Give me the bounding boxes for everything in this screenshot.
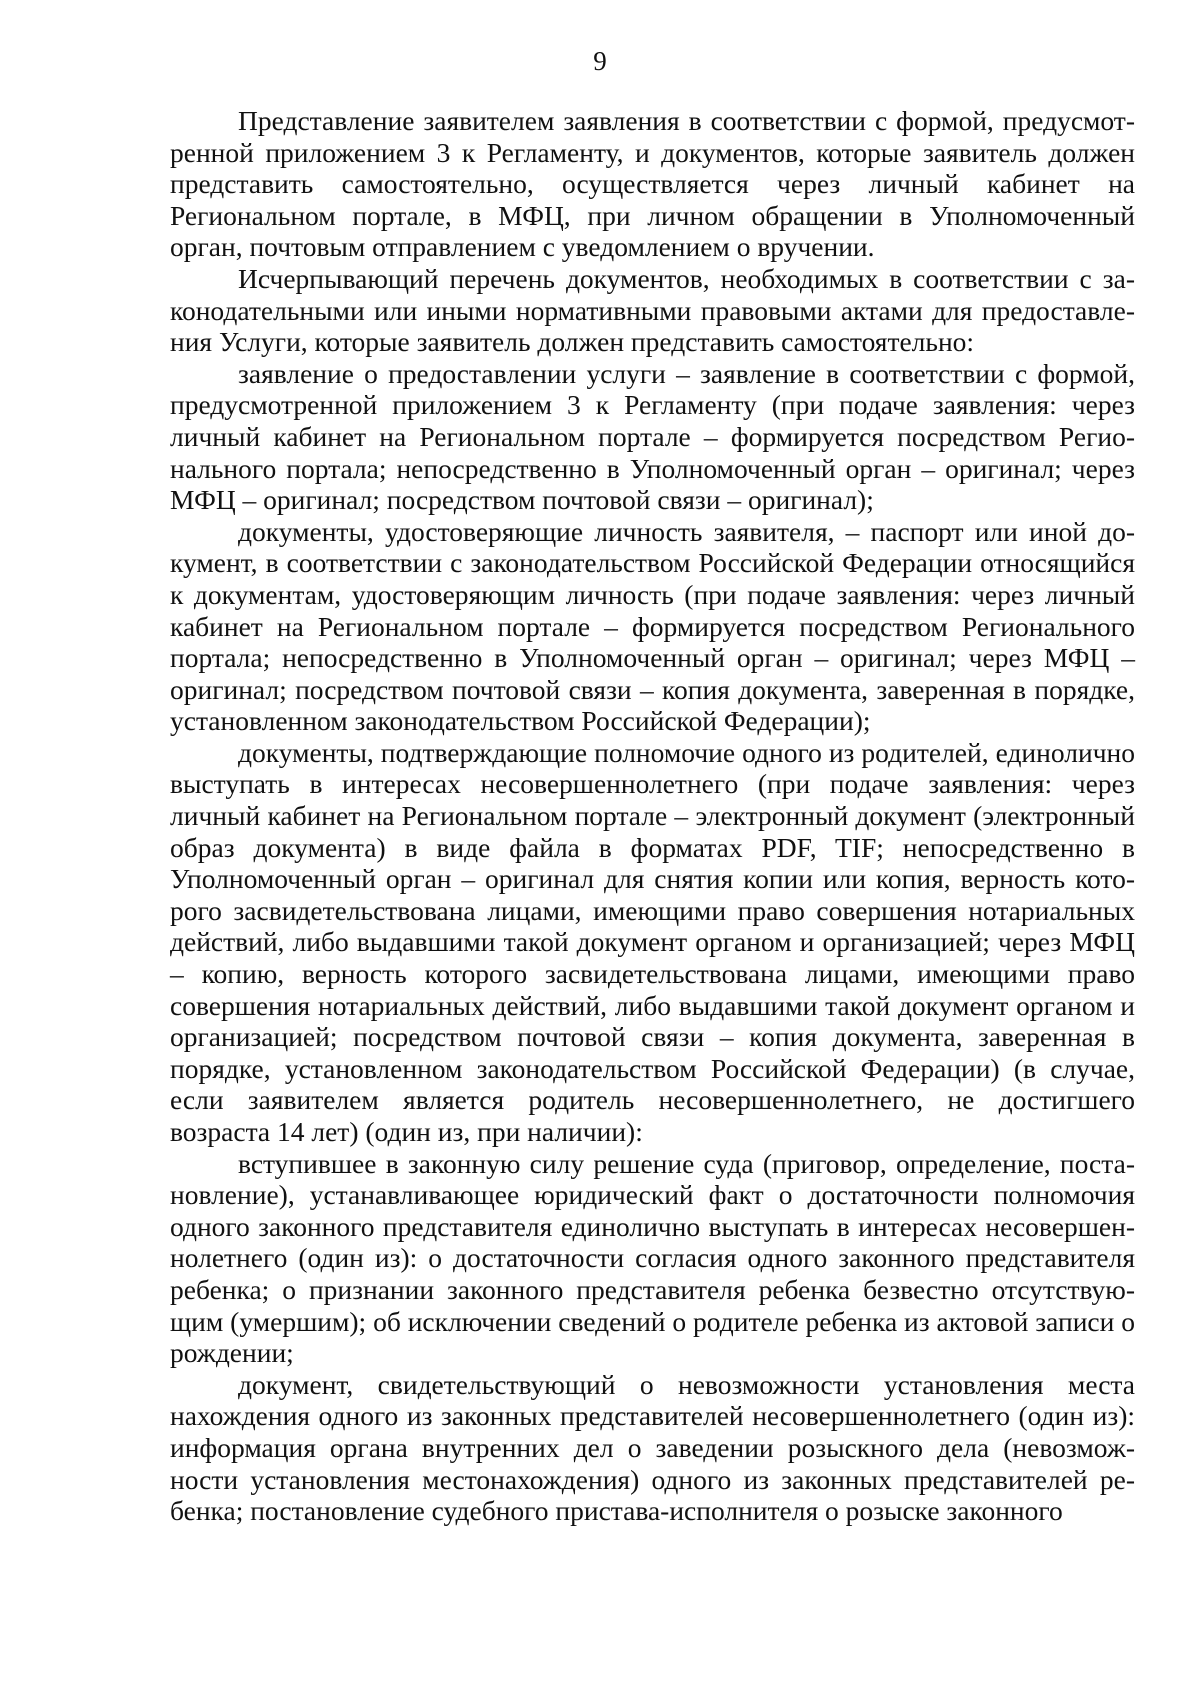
- page-number: 9: [593, 46, 607, 76]
- paragraph-authority-documents: документы, подтверждающие полномочие одного из родителей, единолично выступать в интересах несовершеннолетнего (при подаче заявления: через личный кабинет на Региональном портале – электронный документ (электронный образ документа) в виде файла в форматах PDF, TIF; непосредственно в Уполномоченный орган – оригинал для снятия копии или копия, верность которого засвидетельствована лицами, имеющими право совершения нотариальных действий, либо выдавшими такой документ органом и организацией; через МФЦ – копию, верность которого засвидетельствована лицами, имеющими право совершения нотариальных действий, либо выдавшими такой документ органом и организацией; посредством почтовой связи – копия документа, заверенная в порядке, установленном законодательством Российской Федерации) (в случае, если заявителем является родитель несовершеннолетнего, не достигшего возраста 14 лет) (один из, при наличии):: [170, 736, 1135, 1147]
- paragraph-whereabouts-document: документ, свидетельствующий о невозможности установления места нахождения одного из законных представителей несовершеннолетнего (один из): информация органа внутренних дел о заведении розыскного дела (невозможности установления местонахождения) одного из законных представителей ребенка; постановление судебного пристава-исполнителя о розыске законного: [170, 1368, 1135, 1527]
- paragraph-application: заявление о предоставлении услуги – заявление в соответствии с формой, предусмотренной приложением 3 к Регламенту (при подаче заявления: через личный кабинет на Региональном портале – формируется посредством Регионального портала; непосредственно в Уполномоченный орган – оригинал; через МФЦ – оригинал; посредством почтовой связи – оригинал);: [170, 357, 1135, 516]
- paragraph-submission-methods: Представление заявителем заявления в соответствии с формой, предусмотренной приложением 3 к Регламенту, и документов, которые заявитель должен представить самостоятельно, осуществляется через личный кабинет на Региональном портале, в МФЦ, при личном обращении в Уполномоченный орган, почтовым отправлением с уведомлением о вручении.: [170, 105, 1135, 263]
- paragraph-court-decision: вступившее в законную силу решение суда (приговор, определение, постановление), устанавливающее юридический факт о достаточности полномочия одного законного представителя единолично выступать в интересах несовершеннолетнего (один из): о достаточности согласия одного законного представителя ребенка; о признании законного представителя ребенка безвестно отсутствующим (умершим); об исключении сведений о родителе ребенка из актовой записи о рождении;: [170, 1147, 1135, 1369]
- paragraph-identity-documents: документы, удостоверяющие личность заявителя, – паспорт или иной документ, в соответствии с законодательством Российской Федерации относящийся к документам, удостоверяющим личность (при подаче заявления: через личный кабинет на Региональном портале – формируется посредством Регионального портала; непосредственно в Уполномоченный орган – оригинал; через МФЦ – оригинал; посредством почтовой связи – копия документа, заверенная в порядке, установленном законодательством Российской Федерации);: [170, 515, 1135, 737]
- paragraph-documents-list-intro: Исчерпывающий перечень документов, необходимых в соответствии с законодательными или иными нормативными правовыми актами для предоставления Услуги, которые заявитель должен представить самостоятельно:: [170, 262, 1135, 358]
- document-body: [170, 105, 1135, 1527]
